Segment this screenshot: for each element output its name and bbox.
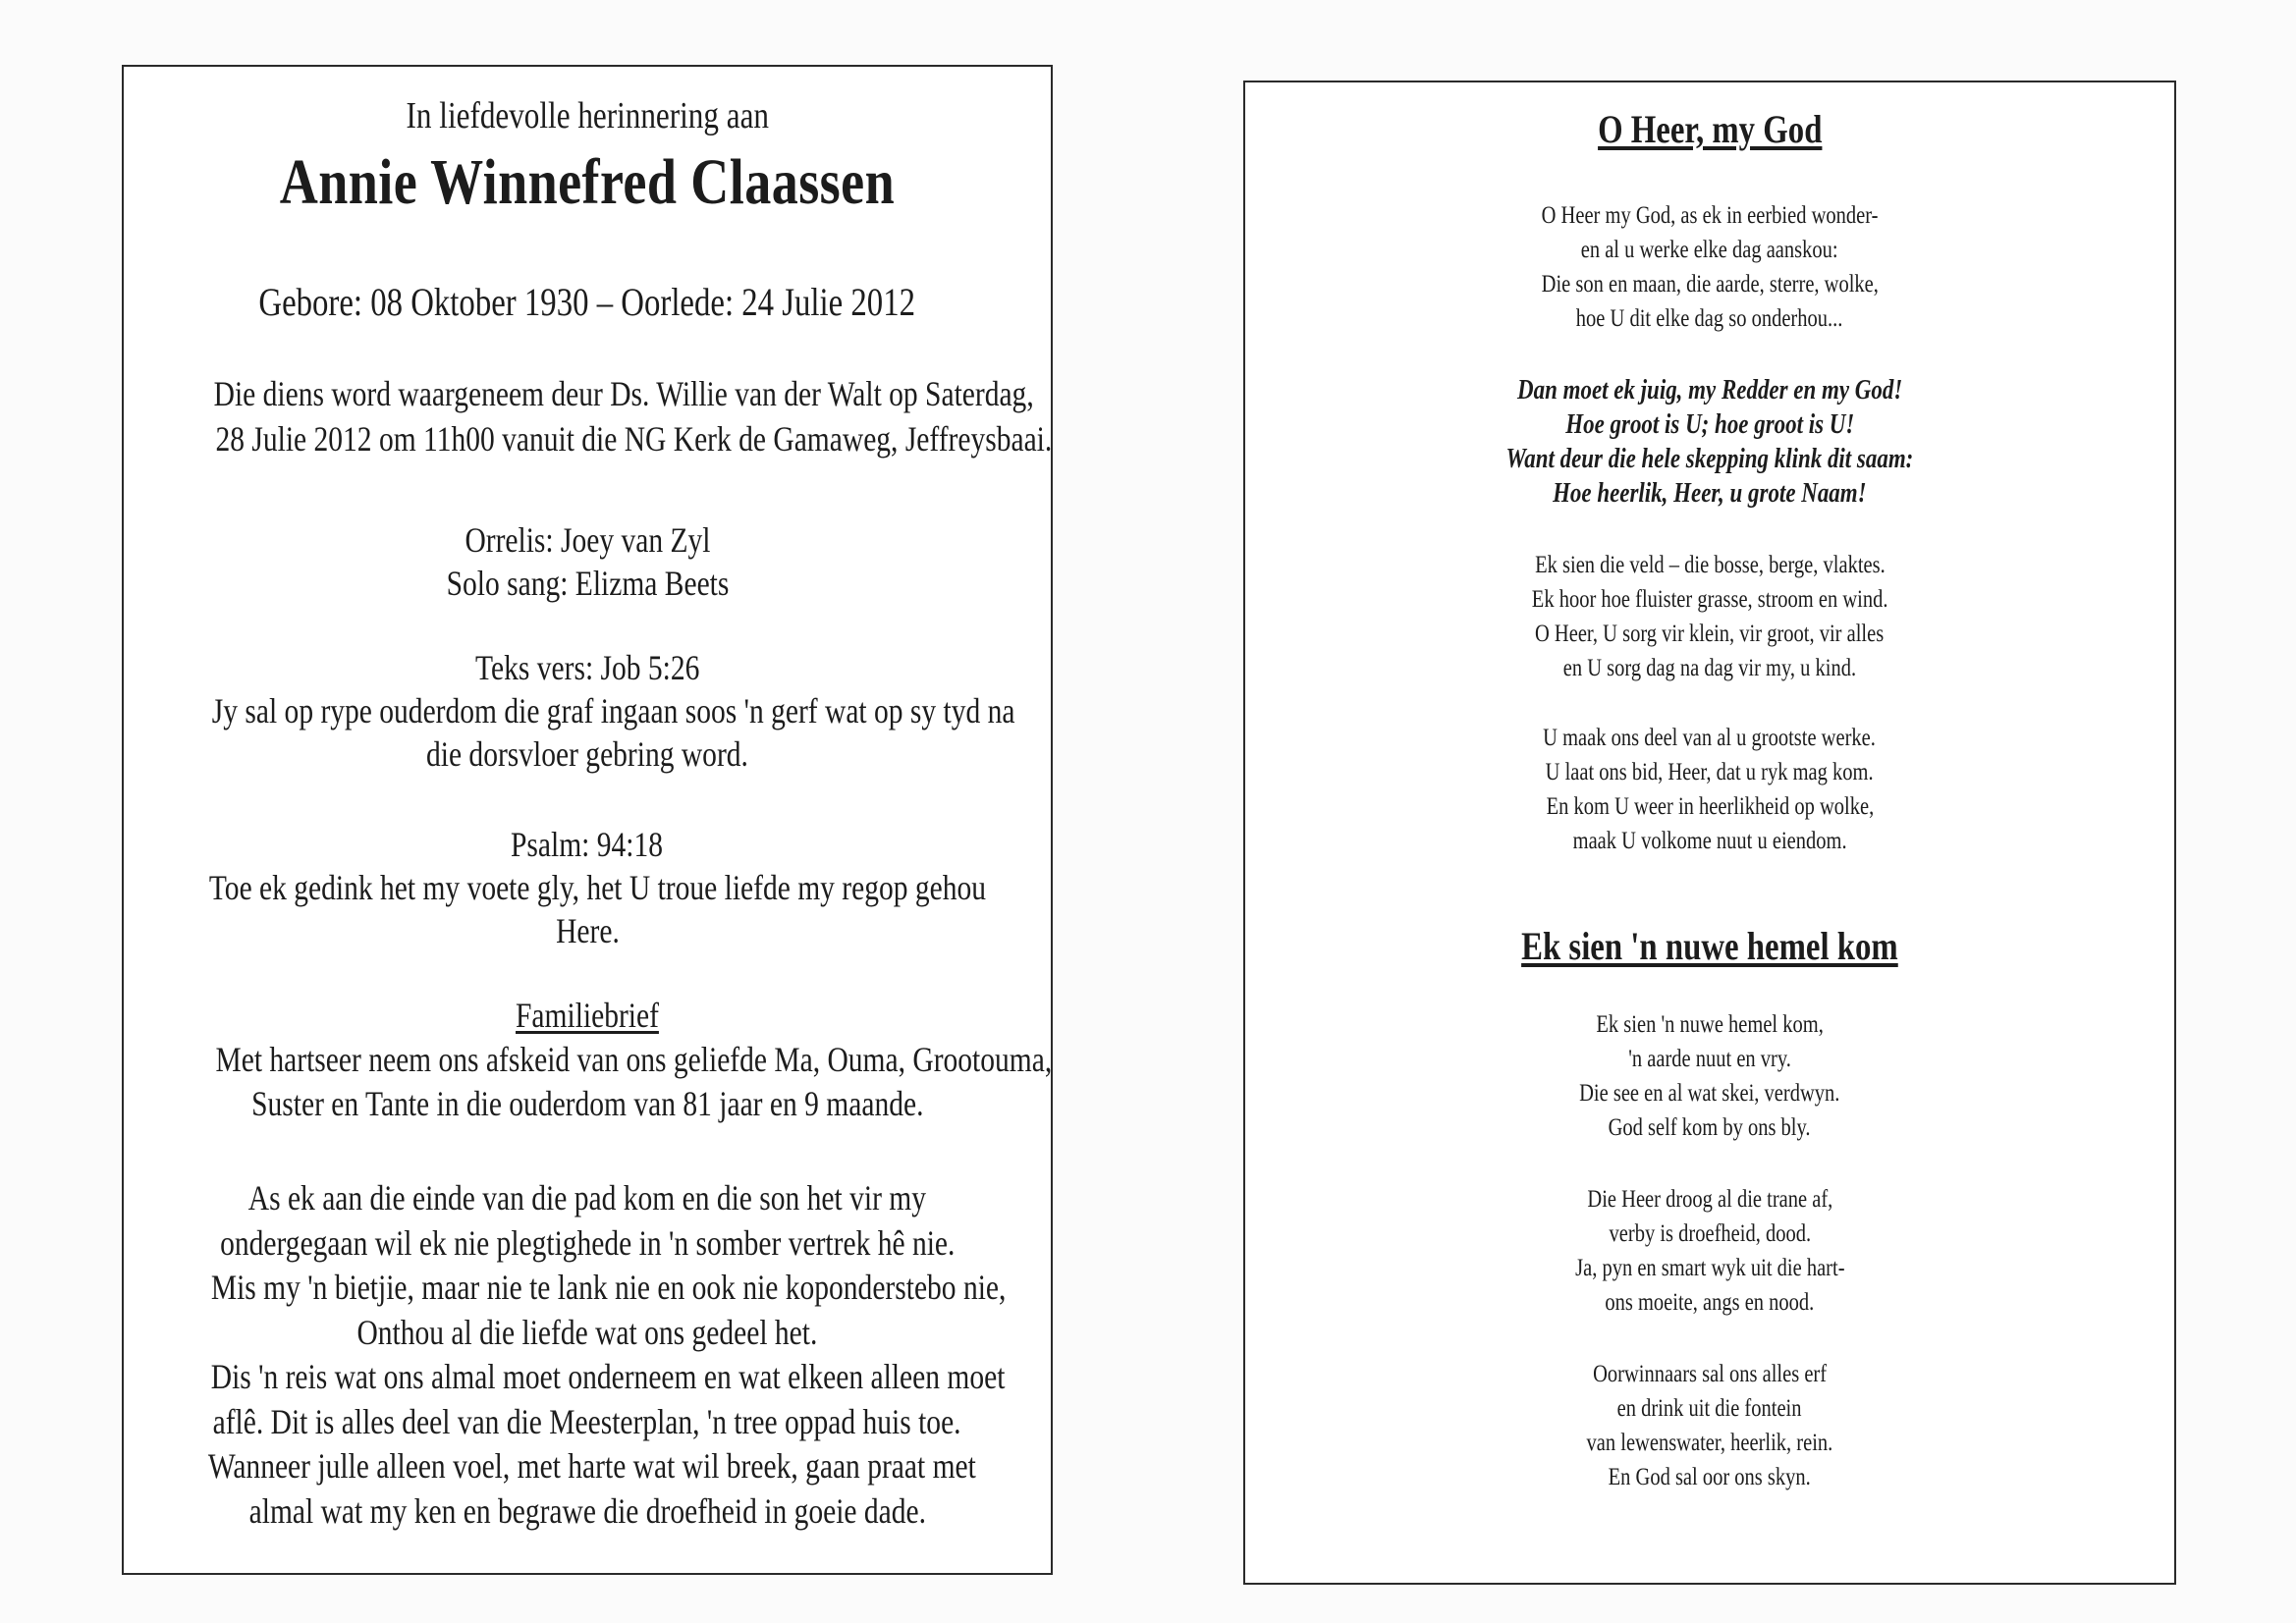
organist: Orrelis: Joey van Zyl [464, 520, 711, 560]
hymn-line: O Heer my God, as ek in eerbied wonder- [1541, 202, 1879, 229]
hymn-line: en al u werke elke dag aanskou: [1581, 237, 1838, 263]
text-verse-line: Jy sal op rype ouderdom die graf ingaan soos 'n gerf wat op sy tyd na [211, 691, 1015, 730]
refrain-line: Dan moet ek juig, my Redder en my God! [1516, 375, 1903, 406]
poem-line: As ek aan die einde van die pad kom en die son het vir my [247, 1178, 927, 1217]
hymn-line: maak U volkome nuut u eiendom. [1572, 828, 1847, 854]
family-letter-line: Met hartseer neem ons afskeid van ons geliefde Ma, Ouma, Grootouma, [215, 1040, 1053, 1079]
hymn1-stanza [1245, 721, 2174, 858]
hymn-line: Ek sien die veld – die bosse, berge, vlaktes. [1534, 552, 1886, 578]
text-verse [124, 646, 1051, 776]
hymn-line: Ek hoor hoe fluister grasse, stroom en wind. [1531, 586, 1888, 613]
hymn-line: En kom U weer in heerlikheid op wolke, [1546, 793, 1874, 820]
poem-line: ondergegaan wil ek nie plegtighede in 'n somber vertrek hê nie. [219, 1222, 956, 1263]
psalm [124, 823, 1051, 952]
hymn1-title: O Heer, my God [1597, 107, 1823, 151]
hymn1-stanza [1245, 548, 2174, 685]
hymn-line: Oorwinnaars sal ons alles erf [1593, 1361, 1827, 1387]
psalm-line: Toe ek gedink het my voete gly, het U troue liefde my regop gehou [208, 868, 987, 907]
family-letter-line: Suster en Tante in die ouderdom van 81 jaar en 9 maande. [250, 1084, 924, 1123]
refrain-line: Hoe heerlik, Heer, u grote Naam! [1553, 478, 1867, 509]
hymn-line: U maak ons deel van al u grootste werke. [1543, 725, 1877, 751]
text-verse-heading: Teks vers: Job 5:26 [474, 648, 700, 687]
hymn-line: verby is droefheid, dood. [1609, 1220, 1811, 1247]
hymn-line: van lewenswater, heerlik, rein. [1586, 1430, 1833, 1456]
refrain-line: Hoe groot is U; hoe groot is U! [1564, 409, 1855, 440]
deceased-name: Annie Winnefred Claassen [279, 146, 896, 218]
hymn-line: God self kom by ons bly. [1609, 1114, 1811, 1141]
birth-death-dates: Gebore: 08 Oktober 1930 – Oorlede: 24 Julie 2012 [258, 280, 916, 324]
hymn-line: En God sal oor ons skyn. [1608, 1464, 1812, 1490]
service-participants [124, 518, 1051, 605]
left-page [122, 65, 1053, 1575]
text-verse-line: die dorsvloer gebring word. [426, 734, 748, 774]
hymn-line: U laat ons bid, Heer, dat u ryk mag kom. [1546, 759, 1874, 785]
hymn-line: en U sorg dag na dag vir my, u kind. [1562, 655, 1857, 681]
hymn1-stanza [1245, 198, 2174, 336]
service-line: 28 Julie 2012 om 11h00 vanuit die NG Kerk de Gamaweg, Jeffreysbaai. [215, 419, 1053, 459]
hymn-line: Ek sien 'n nuwe hemel kom, [1596, 1011, 1824, 1038]
hymn2-stanza [1245, 1182, 2174, 1320]
family-letter [124, 994, 1051, 1126]
soloist: Solo sang: Elizma Beets [446, 564, 729, 603]
hymn-line: Die son en maan, die aarde, sterre, wolke, [1541, 271, 1879, 298]
psalm-heading: Psalm: 94:18 [511, 825, 664, 864]
hymn-line: 'n aarde nuut en vry. [1628, 1046, 1791, 1072]
hymn2-stanza [1245, 1357, 2174, 1494]
hymn-line: Die Heer droog al die trane af, [1587, 1186, 1832, 1213]
hymn2-title: Ek sien 'n nuwe hemel kom [1521, 924, 1898, 968]
psalm-line: Here. [555, 911, 620, 950]
refrain-line: Want deur die hele skepping klink dit saam: [1505, 444, 1914, 474]
service-details [124, 371, 1051, 461]
poem-line: Wanneer julle alleen voel, met harte wat wil breek, gaan praat met [207, 1446, 976, 1486]
poem-line: aflê. Dit is alles deel van die Meesterplan, 'n tree oppad huis toe. [213, 1401, 961, 1441]
hymn-line: ons moeite, angs en nood. [1605, 1289, 1815, 1316]
farewell-poem [124, 1176, 1051, 1534]
hymn-line: Ja, pyn en smart wyk uit die hart- [1574, 1255, 1845, 1281]
memorial-intro: In liefdevolle herinnering aan [406, 95, 769, 136]
poem-line: almal wat my ken en begrawe die droefheid in goeie dade. [248, 1490, 926, 1531]
hymn-line: en drink uit die fontein [1617, 1395, 1802, 1422]
hymn-line: Die see en al wat skei, verdwyn. [1579, 1080, 1840, 1107]
poem-line: Dis 'n reis wat ons almal moet onderneem en wat elkeen alleen moet [210, 1357, 1006, 1396]
family-letter-heading: Familiebrief [516, 996, 659, 1035]
hymn-line: O Heer, U sorg vir klein, vir groot, vir alles [1535, 621, 1885, 647]
right-page [1243, 81, 2176, 1585]
hymn1-refrain [1245, 373, 2174, 511]
service-line: Die diens word waargeneem deur Ds. Willie van der Walt op Saterdag, [213, 374, 1034, 413]
hymn-line: hoe U dit elke dag so onderhou... [1576, 305, 1843, 332]
poem-line: Mis my 'n bietjie, maar nie te lank nie en ook nie koponderstebo nie, [210, 1268, 1007, 1307]
hymn2-stanza [1245, 1007, 2174, 1145]
poem-line: Onthou al die liefde wat ons gedeel het. [356, 1312, 818, 1352]
